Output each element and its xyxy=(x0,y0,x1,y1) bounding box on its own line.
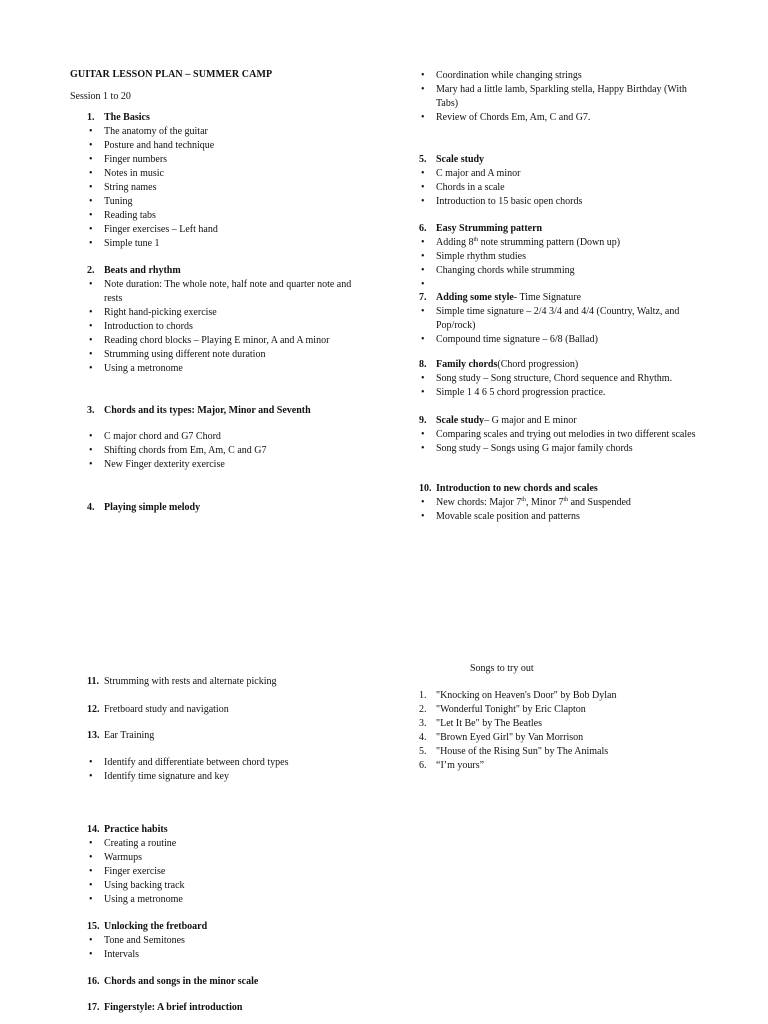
list-item: • Warmups xyxy=(87,851,387,865)
session-range: Session 1 to 20 xyxy=(70,91,131,102)
section-12-heading: 12. Fretboard study and navigation xyxy=(87,704,229,715)
section-6 xyxy=(419,222,719,292)
list-item: 6. “I’m yours” xyxy=(419,760,485,771)
section-2-list xyxy=(87,278,357,376)
section-1-list xyxy=(87,125,387,251)
list-item: • String names xyxy=(87,181,387,195)
list-item: • Chords in a scale xyxy=(419,181,719,195)
section-1 xyxy=(87,111,387,251)
section-3 xyxy=(87,404,387,472)
section-11 xyxy=(87,675,387,689)
section-17 xyxy=(87,1001,387,1015)
list-item: • Using a metronome xyxy=(87,362,357,376)
section-9 xyxy=(419,414,719,456)
list-item: • Adding 8th note strumming pattern (Down up) xyxy=(419,236,719,250)
list-item: • Tuning xyxy=(87,195,387,209)
list-item: 4. "Brown Eyed Girl" by Van Morrison xyxy=(419,732,584,743)
section-7-list xyxy=(419,305,719,347)
section-10-heading: 10. Introduction to new chords and scales xyxy=(419,483,598,494)
list-item: • Simple tune 1 xyxy=(87,237,387,251)
list-item: • Movable scale position and patterns xyxy=(419,510,719,524)
section-5 xyxy=(419,153,719,209)
section-11-heading: 11. Strumming with rests and alternate picking xyxy=(87,676,277,687)
section-10 xyxy=(419,482,719,524)
list-item: • New Finger dexterity exercise xyxy=(87,458,387,472)
list-item: • Tone and Semitones xyxy=(87,934,387,948)
section-7 xyxy=(419,291,719,347)
section-10-list xyxy=(419,496,719,524)
section-7-heading: 7. Adding some style - Time Signature xyxy=(419,292,582,303)
list-item xyxy=(419,278,719,292)
section-16 xyxy=(87,975,387,989)
section-13-heading: 13. Ear Training xyxy=(87,730,155,741)
list-item: • The anatomy of the guitar xyxy=(87,125,387,139)
list-item: • Identify time signature and key xyxy=(87,770,387,784)
songs-heading: Songs to try out xyxy=(470,663,534,674)
list-item: • Song study – Song structure, Chord sequence and Rhythm. xyxy=(419,372,719,386)
section-9-list xyxy=(419,428,719,456)
list-item: • Song study – Songs using G major family chords xyxy=(419,442,719,456)
list-item: • Introduction to chords xyxy=(87,320,357,334)
songs-list xyxy=(419,689,719,773)
list-item: 2. "Wonderful Tonight" by Eric Clapton xyxy=(419,704,586,715)
list-item: • Review of Chords Em, Am, C and G7. xyxy=(419,111,709,125)
list-item: • New chords: Major 7th, Minor 7th and Suspended xyxy=(419,496,719,510)
list-item: • Using a metronome xyxy=(87,893,387,907)
list-item: 3. "Let It Be" by The Beatles xyxy=(419,718,543,729)
list-item: • Compound time signature – 6/8 (Ballad) xyxy=(419,333,719,347)
section-14-heading: 14. Practice habits xyxy=(87,824,168,835)
list-item: • Using backing track xyxy=(87,879,387,893)
list-item: • C major and A minor xyxy=(419,167,719,181)
list-item: • Simple rhythm studies xyxy=(419,250,719,264)
list-item: • Notes in music xyxy=(87,167,387,181)
list-item: • C major chord and G7 Chord xyxy=(87,430,387,444)
list-item: • Posture and hand technique xyxy=(87,139,387,153)
list-item: • Strumming using different note duration xyxy=(87,348,357,362)
document-title: GUITAR LESSON PLAN – SUMMER CAMP xyxy=(70,69,273,80)
list-item: • Comparing scales and trying out melodies in two different scales xyxy=(419,428,719,442)
list-item: • Identify and differentiate between chord types xyxy=(87,756,387,770)
section-13 xyxy=(87,729,387,784)
list-item: • Reading tabs xyxy=(87,209,387,223)
section-8 xyxy=(419,358,719,400)
section-9-heading: 9. Scale study – G major and E minor xyxy=(419,415,577,426)
section-8-heading: 8. Family chords (Chord progression) xyxy=(419,359,579,370)
list-item: • Simple time signature – 2/4 3/4 and 4/4 (Country, Waltz, and Pop/rock) xyxy=(419,305,719,333)
list-item: • Right hand-picking exercise xyxy=(87,306,357,320)
section-6-heading: 6. Easy Strumming pattern xyxy=(419,223,543,234)
list-item: • Mary had a little lamb, Sparkling stella, Happy Birthday (With Tabs) xyxy=(419,83,709,111)
section-3-list xyxy=(87,430,387,472)
list-item: • Creating a routine xyxy=(87,837,387,851)
list-item: 1. "Knocking on Heaven's Door" by Bob Dylan xyxy=(419,690,617,701)
section-3-heading: 3. Chords and its types: Major, Minor and Seventh xyxy=(87,405,311,416)
section-5-heading: 5. Scale study xyxy=(419,154,485,165)
list-item: • Note duration: The whole note, half note and quarter note and rests xyxy=(87,278,357,306)
section-8-list xyxy=(419,372,719,400)
section-16-heading: 16. Chords and songs in the minor scale xyxy=(87,976,259,987)
section-4-heading: 4. Playing simple melody xyxy=(87,502,201,513)
section-14-list xyxy=(87,837,387,907)
list-item: • Intervals xyxy=(87,948,387,962)
list-item: • Finger numbers xyxy=(87,153,387,167)
section-15 xyxy=(87,920,387,962)
list-item: • Changing chords while strumming xyxy=(419,264,719,278)
section-17-heading: 17. Fingerstyle: A brief introduction xyxy=(87,1002,243,1013)
list-item: • Reading chord blocks – Playing E minor, A and A minor xyxy=(87,334,357,348)
section-4-continued xyxy=(419,69,709,125)
section-14 xyxy=(87,823,387,907)
list-item: • Shifting chords from Em, Am, C and G7 xyxy=(87,444,387,458)
list-item: 5. "House of the Rising Sun" by The Animals xyxy=(419,746,609,757)
list-item: • Finger exercises – Left hand xyxy=(87,223,387,237)
section-15-heading: 15. Unlocking the fretboard xyxy=(87,921,208,932)
list-item: • Finger exercise xyxy=(87,865,387,879)
section-1-heading: 1. The Basics xyxy=(87,112,150,123)
section-12 xyxy=(87,703,387,717)
list-item: • Coordination while changing strings xyxy=(419,69,709,83)
section-4 xyxy=(87,501,387,515)
section-2-heading: 2. Beats and rhythm xyxy=(87,265,181,276)
list-item: • Introduction to 15 basic open chords xyxy=(419,195,719,209)
list-item: • Simple 1 4 6 5 chord progression practice. xyxy=(419,386,719,400)
section-13-list xyxy=(87,756,387,784)
section-5-list xyxy=(419,167,719,209)
section-15-list xyxy=(87,934,387,962)
section-2 xyxy=(87,264,357,376)
section-6-list xyxy=(419,236,719,292)
section-4-list xyxy=(419,69,709,125)
